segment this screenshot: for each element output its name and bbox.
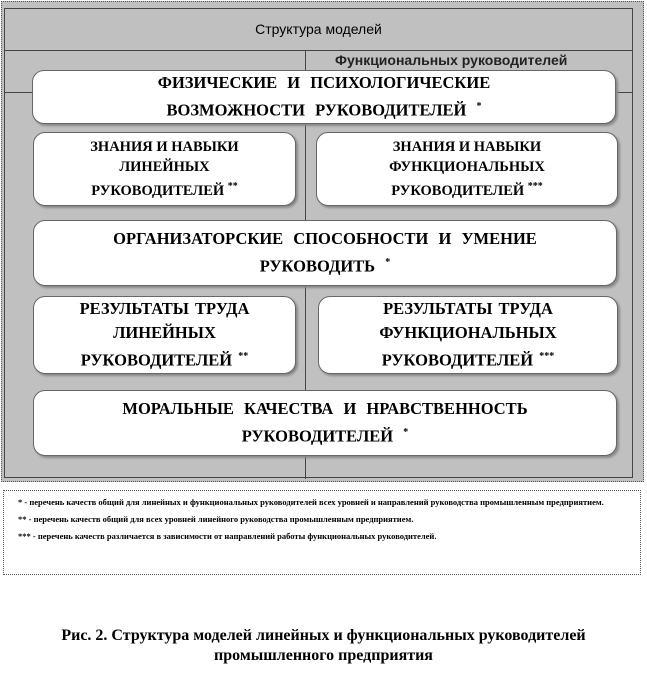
box-text: РЕЗУЛЬТАТЫ ТРУДА ЛИНЕЙНЫХ РУКОВОДИТЕЛЕЙ [79, 299, 250, 370]
box-text: ФИЗИЧЕСКИЕ И ПСИХОЛОГИЧЕСКИЕ ВОЗМОЖНОСТИ РУКОВОДИТЕЛЕЙ [157, 73, 491, 120]
footnote-text: - перечень качеств общий для линейных и функциональных руководителей всех уровней и направлений руководства промышленным предприятием. [22, 497, 604, 507]
box-mark: * [403, 427, 409, 439]
box-mark: *** [527, 181, 543, 193]
box-results-functional [318, 296, 618, 374]
footnote-mark: ** [18, 514, 27, 524]
box-mark: * [385, 257, 391, 269]
right-column-header: Функциональных руководителей [335, 52, 568, 68]
footnotes [3, 490, 641, 575]
box-organizational [33, 220, 617, 286]
box-text: ОРГАНИЗАТОРСКИЕ СПОСОБНОСТИ И УМЕНИЕ РУКОВОДИТЬ [113, 229, 537, 276]
box-text: РЕЗУЛЬТАТЫ ТРУДА ФУНКЦИОНАЛЬНЫХ РУКОВОДИТЕЛЕЙ [379, 299, 557, 370]
box-knowledge-linear [33, 132, 296, 206]
footnote-text: - перечень качеств различается в зависимости от направлений работы функциональных руководителей. [30, 531, 437, 541]
box-mark: ** [227, 181, 238, 193]
figure-caption [0, 626, 647, 666]
box-text: МОРАЛЬНЫЕ КАЧЕСТВА И НРАВСТВЕННОСТЬ РУКОВОДИТЕЛЕЙ [122, 399, 528, 446]
box-moral [33, 390, 617, 456]
box-knowledge-functional [316, 132, 618, 206]
footnote-mark: *** [18, 531, 31, 541]
box-text: ЗНАНИЯ И НАВЫКИ ФУНКЦИОНАЛЬНЫХ РУКОВОДИТЕЛЕЙ [389, 139, 545, 199]
header-title: Структура моделей [255, 21, 382, 37]
table-header [4, 8, 633, 51]
footnote [18, 528, 626, 545]
footnote-mark: * [18, 497, 23, 507]
box-results-linear [33, 296, 296, 374]
box-mark: *** [539, 351, 555, 363]
footnote-text: - перечень качеств общий для всех уровней линейного руководства промышленным предприятием. [26, 514, 414, 524]
box-mark: ** [238, 351, 249, 363]
footnote [18, 511, 626, 528]
footnote [18, 494, 626, 511]
box-physical [32, 70, 616, 124]
box-mark: * [476, 101, 482, 113]
box-text: ЗНАНИЯ И НАВЫКИ ЛИНЕЙНЫХ РУКОВОДИТЕЛЕЙ [90, 139, 239, 199]
caption-text: Рис. 2. Структура моделей линейных и функциональных руководителей промышленного предприятия [61, 627, 586, 664]
